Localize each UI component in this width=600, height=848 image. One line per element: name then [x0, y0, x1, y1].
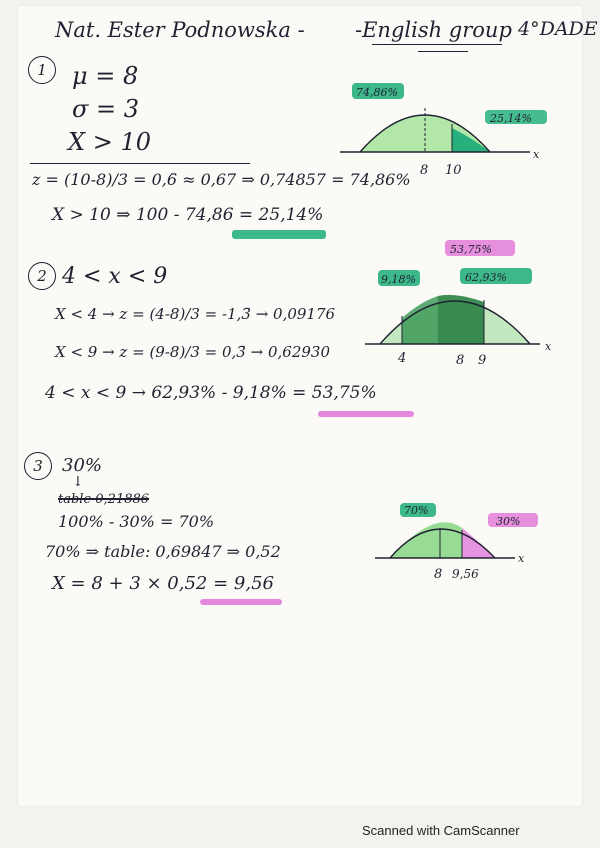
p1-normal-curve	[330, 78, 570, 188]
p3-result-highlight	[200, 599, 282, 605]
group-label: -English group	[355, 18, 512, 42]
p1-result-highlight	[232, 230, 326, 239]
p1-given-rule	[30, 163, 250, 164]
p3-arrow: ↓	[72, 474, 84, 490]
p1-right-label: 25,14%	[490, 112, 532, 125]
p2-line-3: 4 < x < 9 → 62,93% - 9,18% = 53,75%	[45, 383, 377, 403]
p1-result-line: X > 10 ⇒ 100 - 74,86 = 25,14%	[52, 205, 324, 225]
p2-axis-label: x	[545, 340, 552, 353]
problem-1-number: 1	[28, 56, 56, 84]
p3-struck-text: table 0,21886	[58, 492, 150, 507]
p3-given: 30%	[62, 455, 103, 476]
p1-mu: μ = 8	[72, 62, 139, 90]
group-underline	[372, 44, 502, 45]
p2-condition: 4 < x < 9	[62, 264, 168, 289]
p3-line-3: X = 8 + 3 × 0,52 = 9,56	[52, 573, 274, 594]
camscanner-footer: Scanned with CamScanner	[362, 823, 520, 838]
p1-left-label: 74,86%	[356, 86, 398, 99]
problem-3-number: 3	[24, 452, 52, 480]
p2-normal-curve	[360, 238, 570, 378]
p3-line-2: 70% ⇒ table: 0,69847 ⇒ 0,52	[45, 542, 281, 561]
p1-z-line: z = (10-8)/3 = 0,6̄ ≈ 0,67 ⇒ 0,74857 = 74,86%	[32, 170, 411, 189]
p2-right-label: 62,93%	[465, 271, 507, 284]
p2-tick-4: 4	[398, 351, 407, 366]
p1-condition: X > 10	[68, 128, 151, 156]
group-underline-2	[418, 51, 468, 52]
p2-line-2: X < 9 → z = (9-8)/3 = 0,3̄ → 0,62930	[55, 343, 330, 361]
class-label: 4°DADE	[518, 18, 598, 40]
p3-axis-label: x	[518, 552, 525, 565]
problem-2-number: 2	[28, 262, 56, 290]
p2-tick-8: 8	[456, 353, 465, 368]
p1-tick-mean: 8	[420, 163, 429, 178]
p2-result-highlight	[318, 411, 414, 417]
p1-right-area	[452, 128, 490, 152]
p2-tick-9: 9	[478, 353, 487, 368]
p1-sigma: σ = 3	[72, 95, 140, 123]
p1-tick-cut: 10	[445, 163, 462, 178]
student-name: Nat. Ester Podnowska -	[55, 18, 305, 42]
p2-left-tail-area	[402, 296, 438, 344]
p3-right-label: 30%	[496, 515, 521, 528]
p3-tick-mean: 8	[434, 567, 443, 582]
p3-left-area	[390, 522, 462, 558]
p2-line-1: X < 4 → z = (4-8)/3 = -1,3̄ → 0,09176	[55, 305, 336, 323]
p3-left-label: 70%	[404, 504, 429, 517]
p2-left-label: 9,18%	[381, 273, 416, 286]
p3-line-1: 100% - 30% = 70%	[58, 512, 215, 531]
p2-top-label: 53,75%	[450, 243, 492, 256]
p3-normal-curve	[370, 498, 580, 588]
p1-axis-label: x	[533, 148, 540, 161]
p3-tick-cut: 9,56	[452, 567, 479, 581]
